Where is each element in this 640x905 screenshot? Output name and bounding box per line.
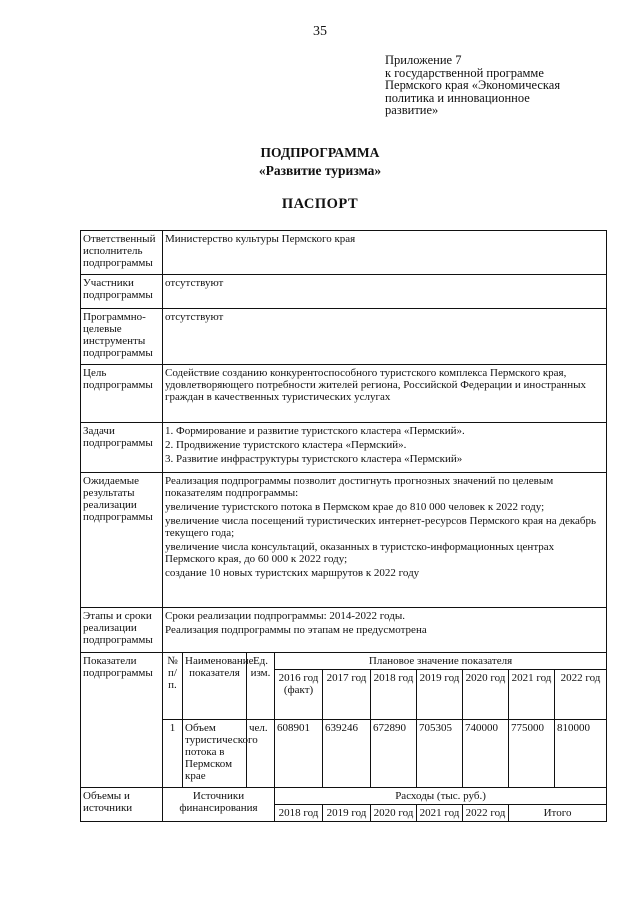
col-unit: Ед. изм. xyxy=(247,653,275,720)
passport-table xyxy=(80,230,607,822)
row-label: Объемы и источники xyxy=(81,788,163,822)
row-label: Ожидаемые результаты реализации подпрограммы xyxy=(81,473,163,608)
indicator-name: Объем туристического потока в Пермском крае xyxy=(183,720,247,788)
indicator-value: 740000 xyxy=(463,720,509,788)
col-funding-sources: Источники финансирования xyxy=(163,788,275,822)
document-subtitle: «Развитие туризма» xyxy=(258,163,382,178)
task-item: 2. Продвижение туристского кластера «Пермский». xyxy=(165,439,407,451)
row-value xyxy=(163,473,607,608)
appendix-line: политика и инновационное xyxy=(385,90,530,105)
indicator-value: 608901 xyxy=(275,720,323,788)
funding-year-header: 2019 год xyxy=(323,805,371,822)
page-number: 35 xyxy=(313,24,327,39)
appendix-note xyxy=(385,54,625,117)
row-results xyxy=(81,473,607,608)
document-title: ПОДПРОГРАММА xyxy=(260,145,380,160)
col-plan-value: Плановое значение показателя xyxy=(275,653,607,670)
year-header: 2021 год xyxy=(509,670,555,720)
row-value: Содействие созданию конкурентоспособного туристского комплекса Пермского края, удовлетворяющего потребности жителей региона, Российской Федерации и иностранных граждан в качественных туристических услугах xyxy=(163,365,607,423)
indicator-value: 639246 xyxy=(323,720,371,788)
row-label: Участники подпрограммы xyxy=(81,275,163,309)
funding-header xyxy=(81,788,607,805)
funding-total-header: Итого xyxy=(509,805,607,822)
appendix-line: Приложение 7 xyxy=(385,53,462,67)
year-header: 2022 год xyxy=(555,670,607,720)
col-expenses: Расходы (тыс. руб.) xyxy=(275,788,607,805)
task-item: 1. Формирование и развитие туристского кластера «Пермский». xyxy=(165,425,465,437)
indicator-number: 1 xyxy=(163,720,183,788)
row-value xyxy=(163,423,607,473)
stage-item: Сроки реализации подпрограммы: 2014-2022 годы. xyxy=(165,610,405,622)
row-participants xyxy=(81,275,607,309)
row-tasks xyxy=(81,423,607,473)
funding-year-header: 2018 год xyxy=(275,805,323,822)
indicator-value: 705305 xyxy=(417,720,463,788)
stage-item: Реализация подпрограммы по этапам не предусмотрена xyxy=(165,624,427,636)
row-instruments xyxy=(81,309,607,365)
row-stages xyxy=(81,608,607,653)
year-header: 2019 год xyxy=(417,670,463,720)
year-header: 2017 год xyxy=(323,670,371,720)
funding-year-header: 2022 год xyxy=(463,805,509,822)
col-indicator-name: Наименование показателя xyxy=(183,653,247,720)
row-executor xyxy=(81,231,607,275)
task-item: 3. Развитие инфраструктуры туристского кластера «Пермский» xyxy=(165,453,463,465)
indicators-header xyxy=(81,653,607,670)
row-label: Программно-целевые инструменты подпрограммы xyxy=(81,309,163,365)
appendix-line: к государственной программе xyxy=(385,65,544,80)
row-label: Показатели подпрограммы xyxy=(81,653,163,788)
result-item: создание 10 новых туристских маршрутов к 2022 году xyxy=(165,567,420,579)
indicator-value: 810000 xyxy=(555,720,607,788)
funding-year-header: 2021 год xyxy=(417,805,463,822)
result-item: увеличение числа посещений туристических интернет-ресурсов Пермского края на декабрь текущего года; xyxy=(165,515,597,539)
row-value: Министерство культуры Пермского края xyxy=(163,231,607,275)
appendix-line: Пермского края «Экономическая xyxy=(385,78,561,92)
year-header: 2020 год xyxy=(463,670,509,720)
row-goal xyxy=(81,365,607,423)
result-item: Реализация подпрограммы позволит достигнуть прогнозных значений по целевым показателям подпрограммы: xyxy=(165,475,554,499)
appendix-line: развитие» xyxy=(385,103,439,117)
row-label: Этапы и сроки реализации подпрограммы xyxy=(81,608,163,653)
indicator-unit: чел. xyxy=(247,720,275,788)
row-value xyxy=(163,608,607,653)
year-header: 2016 год (факт) xyxy=(275,670,323,720)
row-label: Ответственный исполнитель подпрограммы xyxy=(81,231,163,275)
result-item: увеличение числа консультаций, оказанных в туристско-информационных центрах Пермского края, до 60 000 к 2022 году; xyxy=(165,541,555,565)
row-value: отсутствуют xyxy=(163,309,607,365)
passport-heading: ПАСПОРТ xyxy=(281,196,359,212)
row-value: отсутствуют xyxy=(163,275,607,309)
result-item: увеличение туристского потока в Пермском крае до 810 000 человек к 2022 году; xyxy=(165,501,545,513)
row-label: Цель подпрограммы xyxy=(81,365,163,423)
funding-year-header: 2020 год xyxy=(371,805,417,822)
col-number: № п/п. xyxy=(163,653,183,720)
year-header: 2018 год xyxy=(371,670,417,720)
indicator-value: 672890 xyxy=(371,720,417,788)
row-label: Задачи подпрограммы xyxy=(81,423,163,473)
indicator-value: 775000 xyxy=(509,720,555,788)
